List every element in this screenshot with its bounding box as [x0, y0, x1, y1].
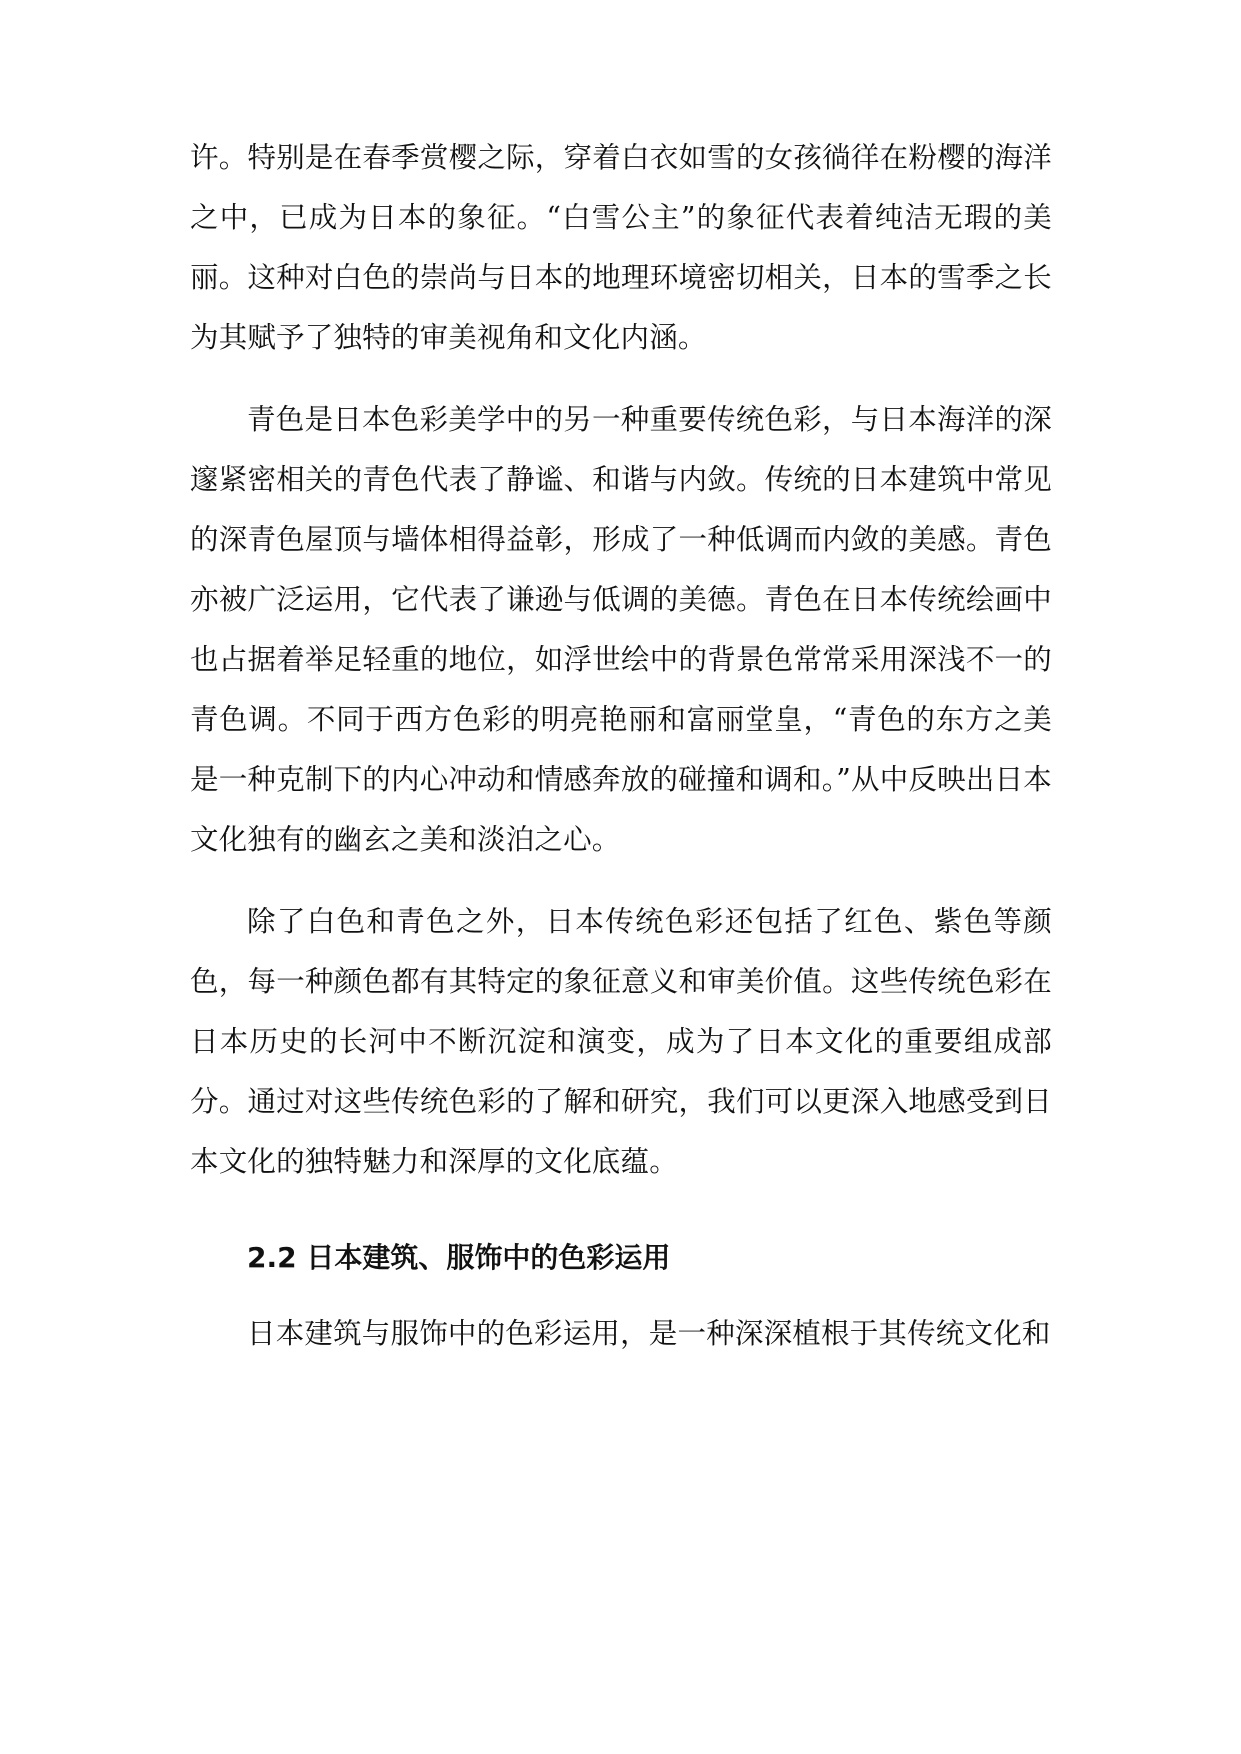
paragraph-cyan-color: 青色是日本色彩美学中的另一种重要传统色彩，与日本海洋的深邃紧密相关的青色代表了静谧、和谐与内敛。传统的日本建筑中常见的深青色屋顶与墙体相得益彰，形成了一种低调而内敛的美感。青色亦被广泛运用，它代表了谦逊与低调的美德。青色在日本传统绘画中也占据着举足轻重的地位，如浮世绘中的背景色常常采用深浅不一的青色调。不同于西方色彩的明亮艳丽和富丽堂皇，“青色的东方之美是一种克制下的内心冲动和情感奔放的碰撞和调和。”从中反映出日本文化独有的幽玄之美和淡泊之心。 — [190, 403, 1052, 856]
paragraph-architecture-clothing: 日本建筑与服饰中的色彩运用，是一种深深植根于其传统文化和 — [247, 1317, 1051, 1350]
document-page — [190, 128, 1052, 1386]
paragraph-white-color: 许。特别是在春季赏樱之际，穿着白衣如雪的女孩徜徉在粉樱的海洋之中，已成为日本的象征。“白雪公主”的象征代表着纯洁无瑕的美丽。这种对白色的崇尚与日本的地理环境密切相关，日本的雪季之长为其赋予了独特的审美视角和文化内涵。 — [190, 141, 1052, 354]
section-heading: 2.2 日本建筑、服饰中的色彩运用 — [247, 1241, 671, 1274]
paragraph-other-colors: 除了白色和青色之外，日本传统色彩还包括了红色、紫色等颜色，每一种颜色都有其特定的象征意义和审美价值。这些传统色彩在日本历史的长河中不断沉淀和演变，成为了日本文化的重要组成部分。通过对这些传统色彩的了解和研究，我们可以更深入地感受到日本文化的独特魅力和深厚的文化底蕴。 — [190, 905, 1052, 1178]
